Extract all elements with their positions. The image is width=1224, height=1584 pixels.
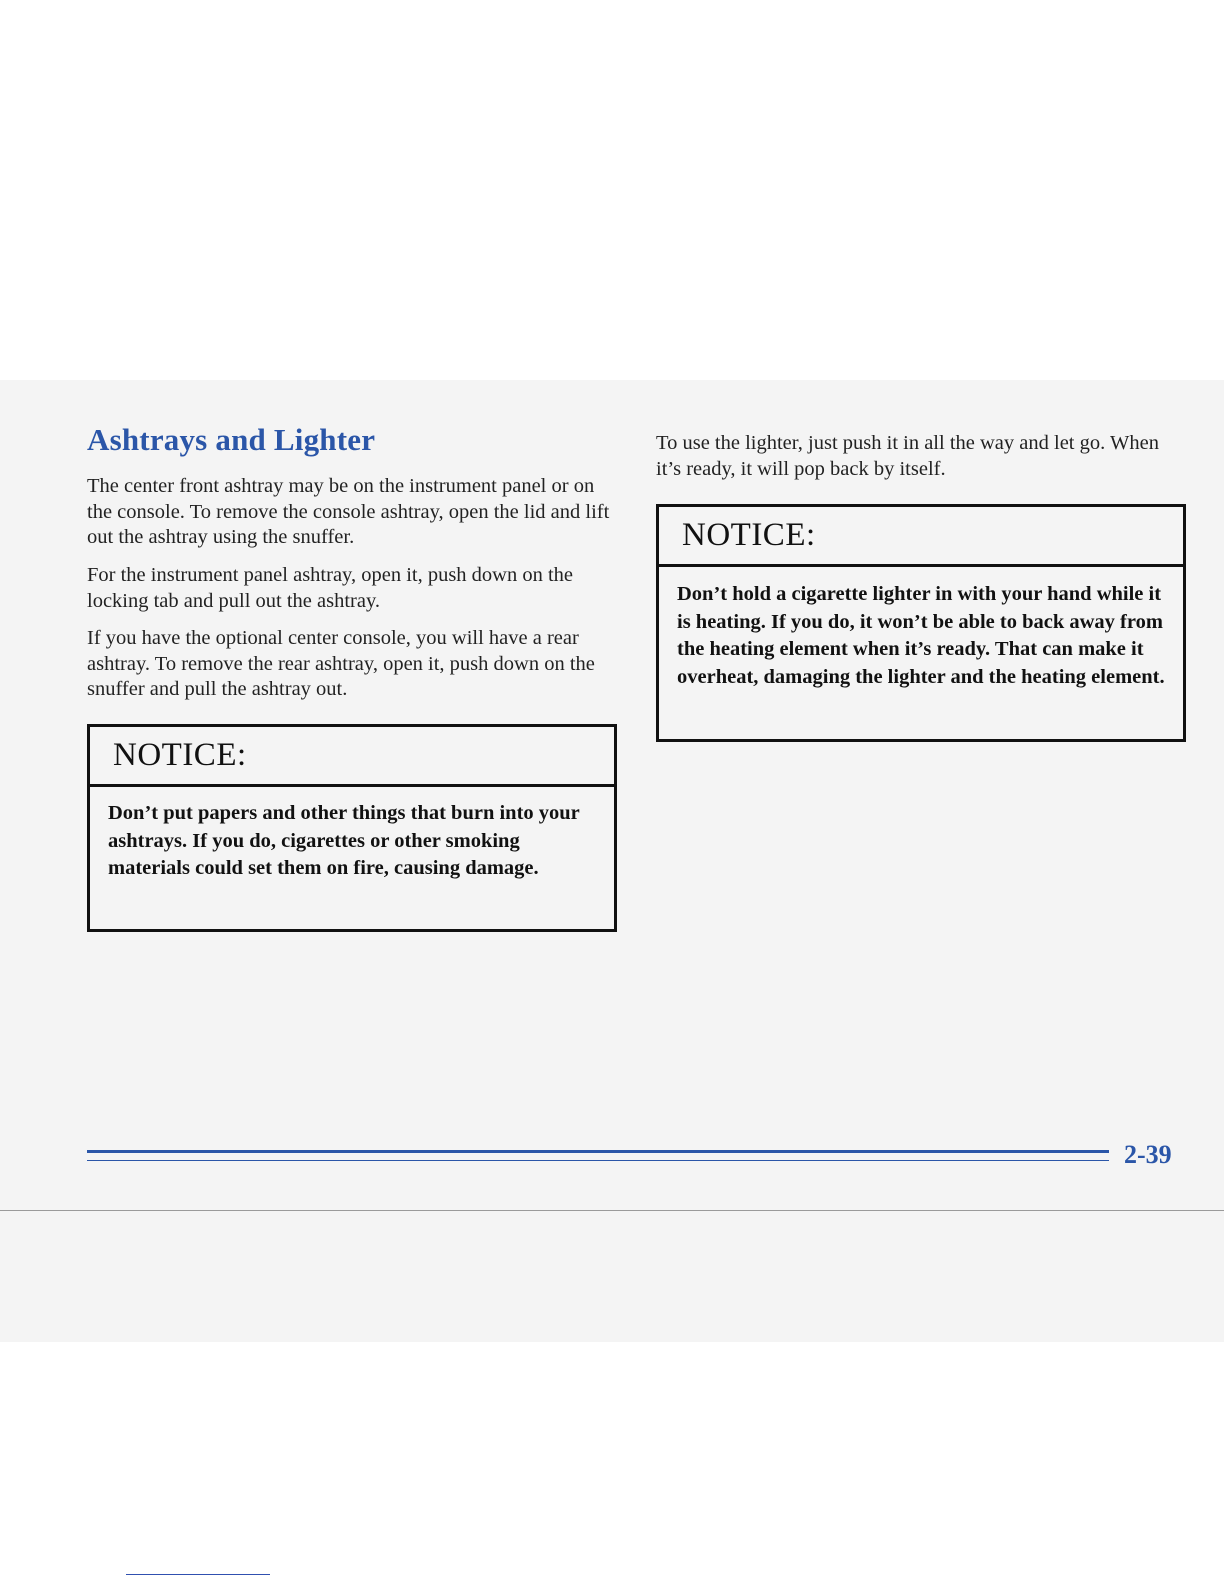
scan-edge-divider	[0, 1210, 1224, 1211]
bottom-underline	[126, 1574, 270, 1575]
notice-header	[659, 507, 1183, 567]
notice-box-ashtrays	[87, 724, 617, 932]
paragraph-center-ashtray: The center front ashtray may be on the instrument panel or on the console. To remove the console ashtray, open the lid and lift out the ashtray using the snuffer.	[87, 475, 610, 548]
footer-rule	[87, 1150, 1109, 1153]
page-number: 2-39	[1124, 1140, 1172, 1169]
notice-body: Don’t put papers and other things that burn into your ashtrays. If you do, cigarettes or other smoking materials could set them on fire, causing damage.	[108, 802, 580, 879]
notice-body: Don’t hold a cigarette lighter in with your hand while it is heating. If you do, it won’t be able to back away from the heating element when it’s ready. That can make it overheat, damaging the lighter and the heating element.	[677, 583, 1165, 688]
notice-box-lighter	[656, 504, 1186, 742]
notice-header	[90, 727, 614, 787]
notice-title: NOTICE:	[682, 517, 816, 553]
section-title: Ashtrays and Lighter	[87, 422, 376, 457]
paragraph-rear-ashtray: If you have the optional center console, you will have a rear ashtray. To remove the rear ashtray, open it, push down on the snuffer and pull the ashtray out.	[87, 627, 595, 700]
footer-rule-thin	[87, 1160, 1109, 1161]
paragraph-instrument-panel-ashtray: For the instrument panel ashtray, open it, push down on the locking tab and pull out the ashtray.	[87, 564, 574, 612]
paragraph-lighter-usage: To use the lighter, just push it in all the way and let go. When it’s ready, it will pop back by itself.	[656, 432, 1159, 480]
notice-title: NOTICE:	[113, 737, 247, 773]
